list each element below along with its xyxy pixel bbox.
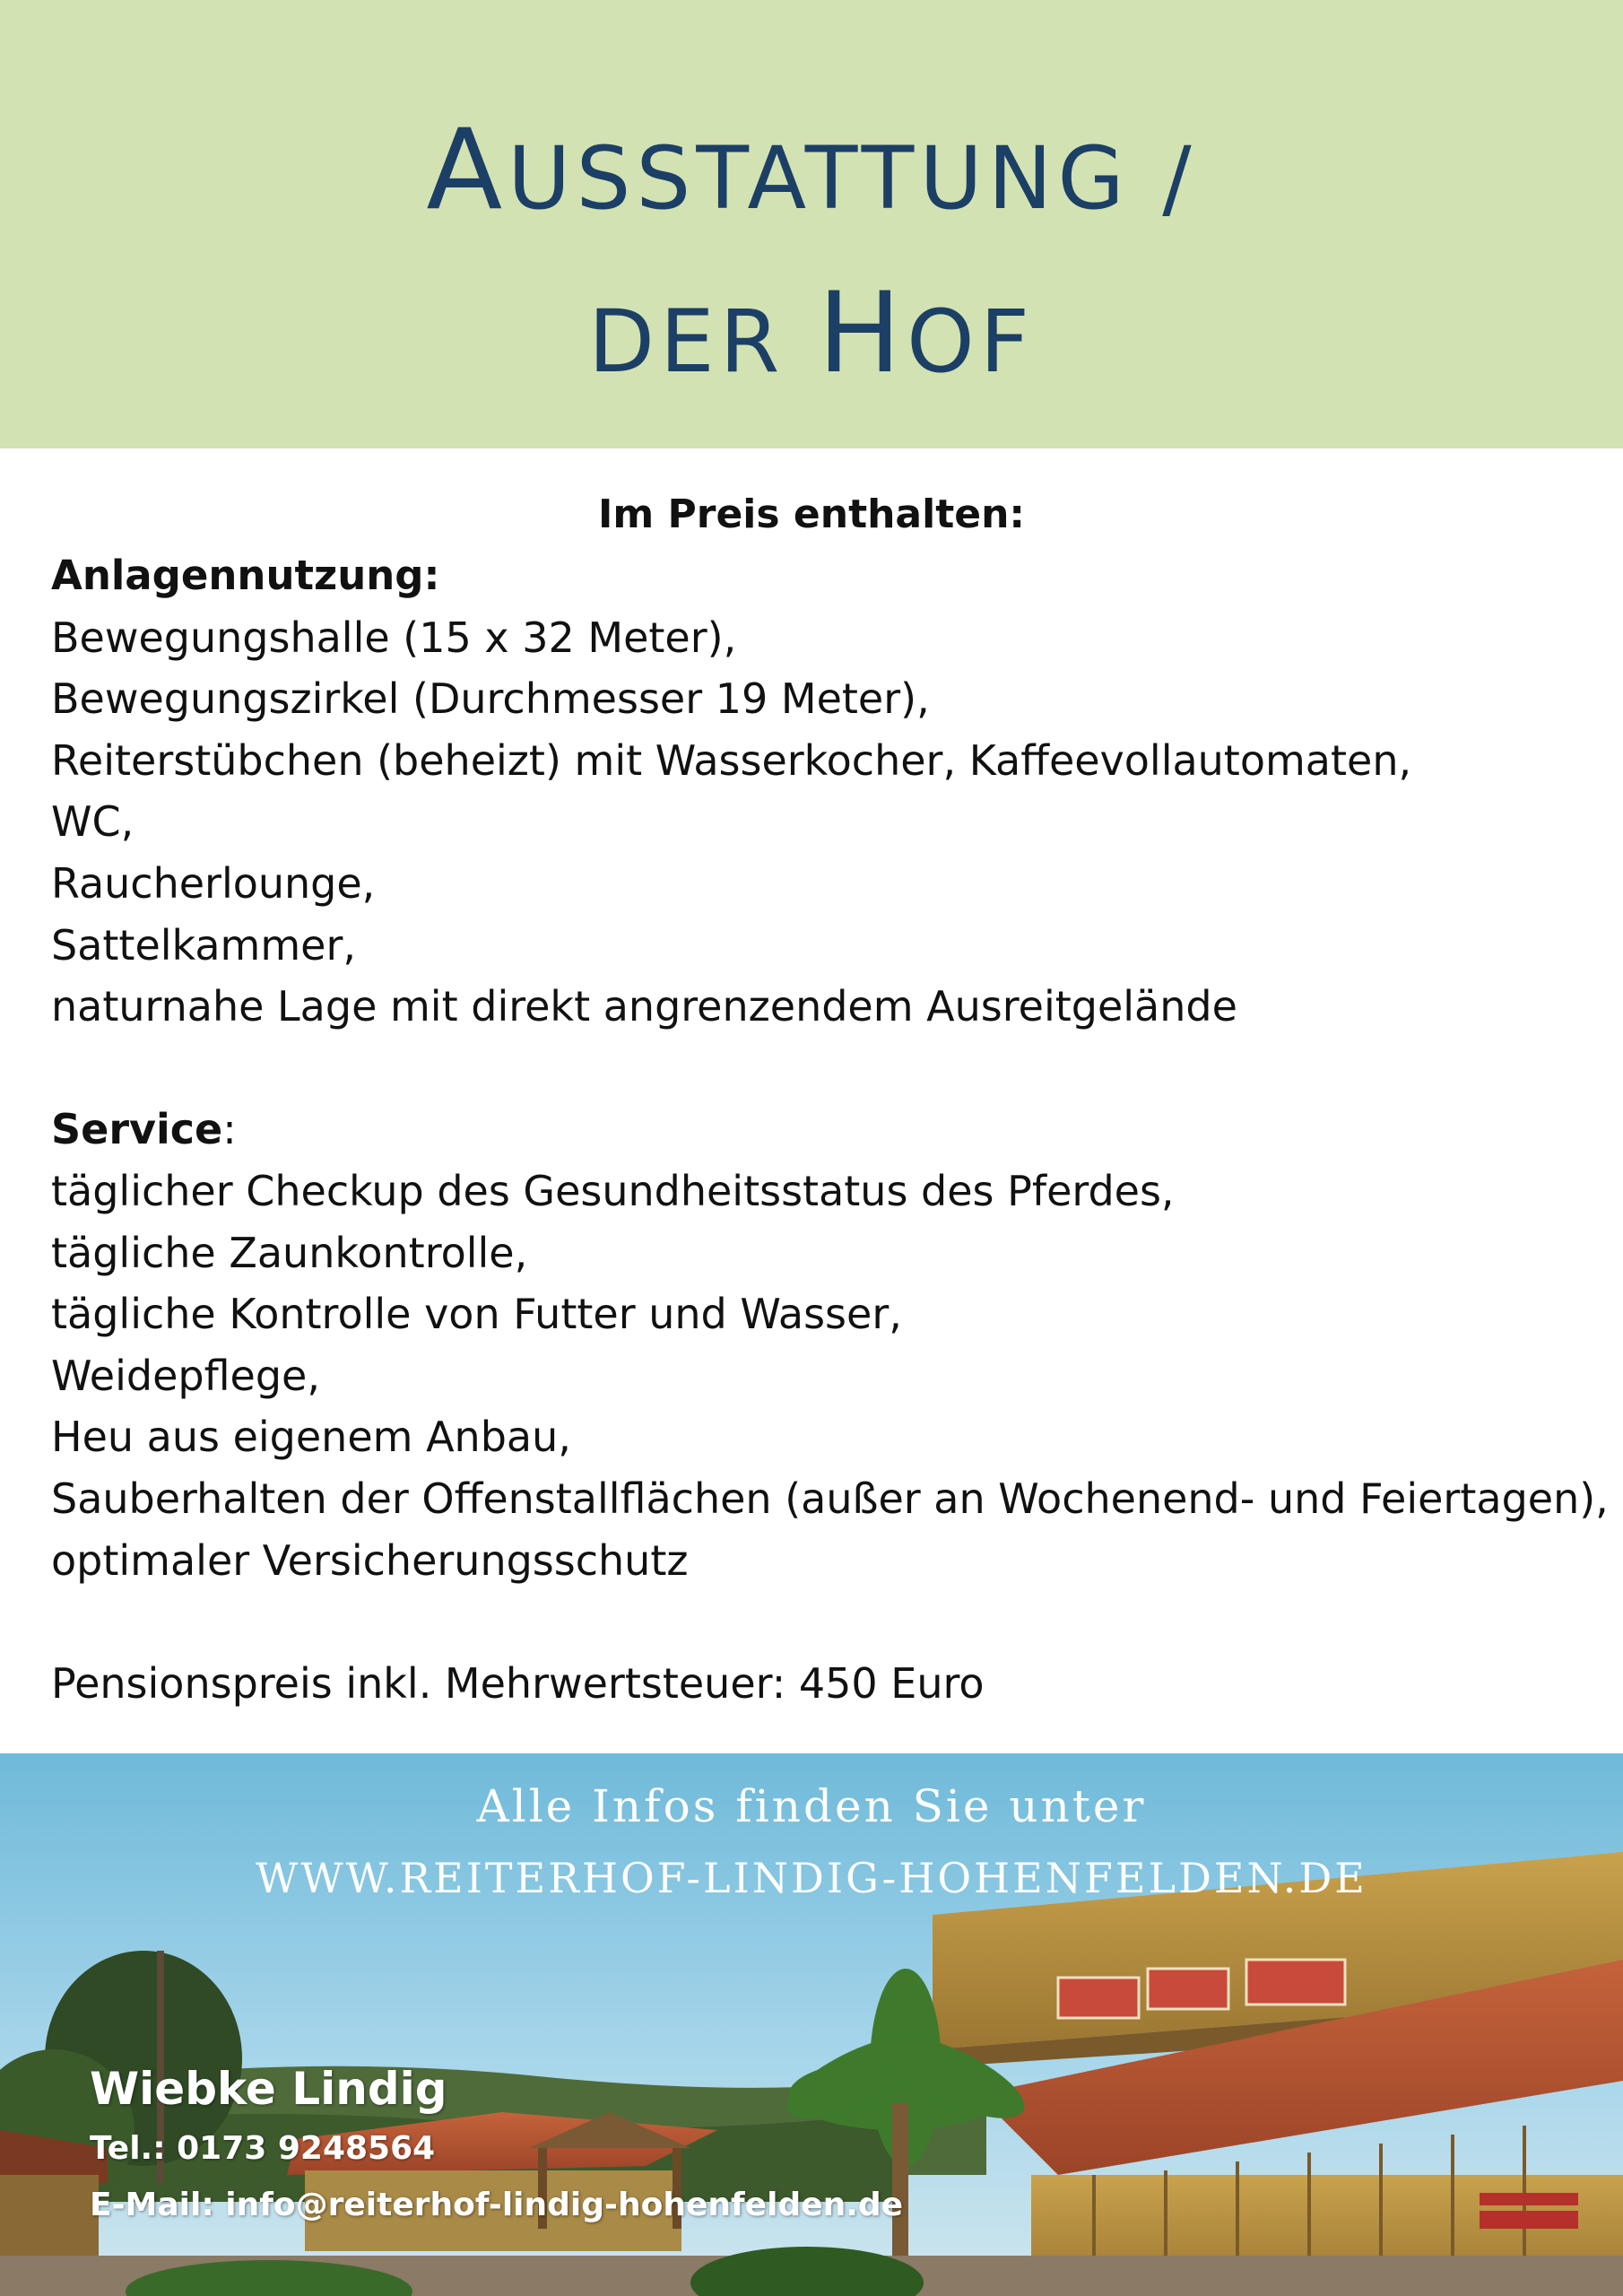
facility-item: Raucherlounge, — [51, 858, 376, 908]
page-title-line2 — [0, 269, 1623, 398]
service-colon: : — [222, 1105, 237, 1154]
info-caption: Alle Infos finden Sie unter — [476, 1780, 1147, 1832]
facility-item: WC, — [51, 797, 135, 847]
spacer — [0, 1591, 1623, 1653]
contact-name: Wiebke Lindig — [90, 2063, 447, 2115]
price-line: Pensionspreis inkl. Mehrwertsteuer: 450 Euro — [51, 1658, 985, 1708]
service-heading-line — [0, 1099, 1623, 1161]
facility-item: Bewegungshalle (15 x 32 Meter), — [51, 613, 737, 662]
website-url: WWW.REITERHOF-LINDIG-HOHENFELDEN.DE — [256, 1854, 1367, 1902]
contact-phone: Tel.: 0173 9248564 — [90, 2130, 436, 2167]
spacer — [0, 1038, 1623, 1100]
facility-item: Sattelkammer, — [51, 920, 357, 970]
facility-item: naturnahe Lage mit direkt angrenzendem Ausreitgelände — [51, 982, 1237, 1031]
footer-photo — [0, 1753, 1623, 2296]
title-part: DER — [588, 291, 818, 392]
title-initial: A — [426, 106, 508, 235]
service-item: optimaler Versicherungsschutz — [51, 1535, 689, 1585]
page-title-line1 — [0, 106, 1623, 235]
service-item: Weidepflege, — [51, 1351, 320, 1400]
title-initial: H — [817, 269, 907, 398]
facility-item: Bewegungszirkel (Durchmesser 19 Meter), — [51, 674, 930, 724]
service-item: täglicher Checkup des Gesundheitsstatus des Pferdes, — [51, 1166, 1175, 1215]
contact-email: E-Mail: info@reiterhof-lindig-hohenfelden.de — [90, 2187, 904, 2223]
title-rest: USSTATTUNG / — [508, 128, 1197, 229]
service-heading: Service — [51, 1105, 223, 1154]
service-item: Heu aus eigenem Anbau, — [51, 1413, 571, 1462]
service-item: Sauberhalten der Offenstallflächen (außer an Wochenend- und Feiertagen), — [51, 1474, 1609, 1523]
included-heading: Im Preis enthalten: — [597, 491, 1025, 537]
service-item: tägliche Zaunkontrolle, — [51, 1228, 528, 1277]
price-details — [0, 484, 1623, 1714]
header-band — [0, 0, 1623, 448]
facility-item: Reiterstübchen (beheizt) mit Wasserkocher, Kaffeevollautomaten, — [51, 735, 1412, 785]
title-rest: OF — [907, 291, 1035, 392]
facilities-heading: Anlagennutzung: — [51, 552, 440, 599]
service-item: tägliche Kontrolle von Futter und Wasser, — [51, 1290, 902, 1339]
